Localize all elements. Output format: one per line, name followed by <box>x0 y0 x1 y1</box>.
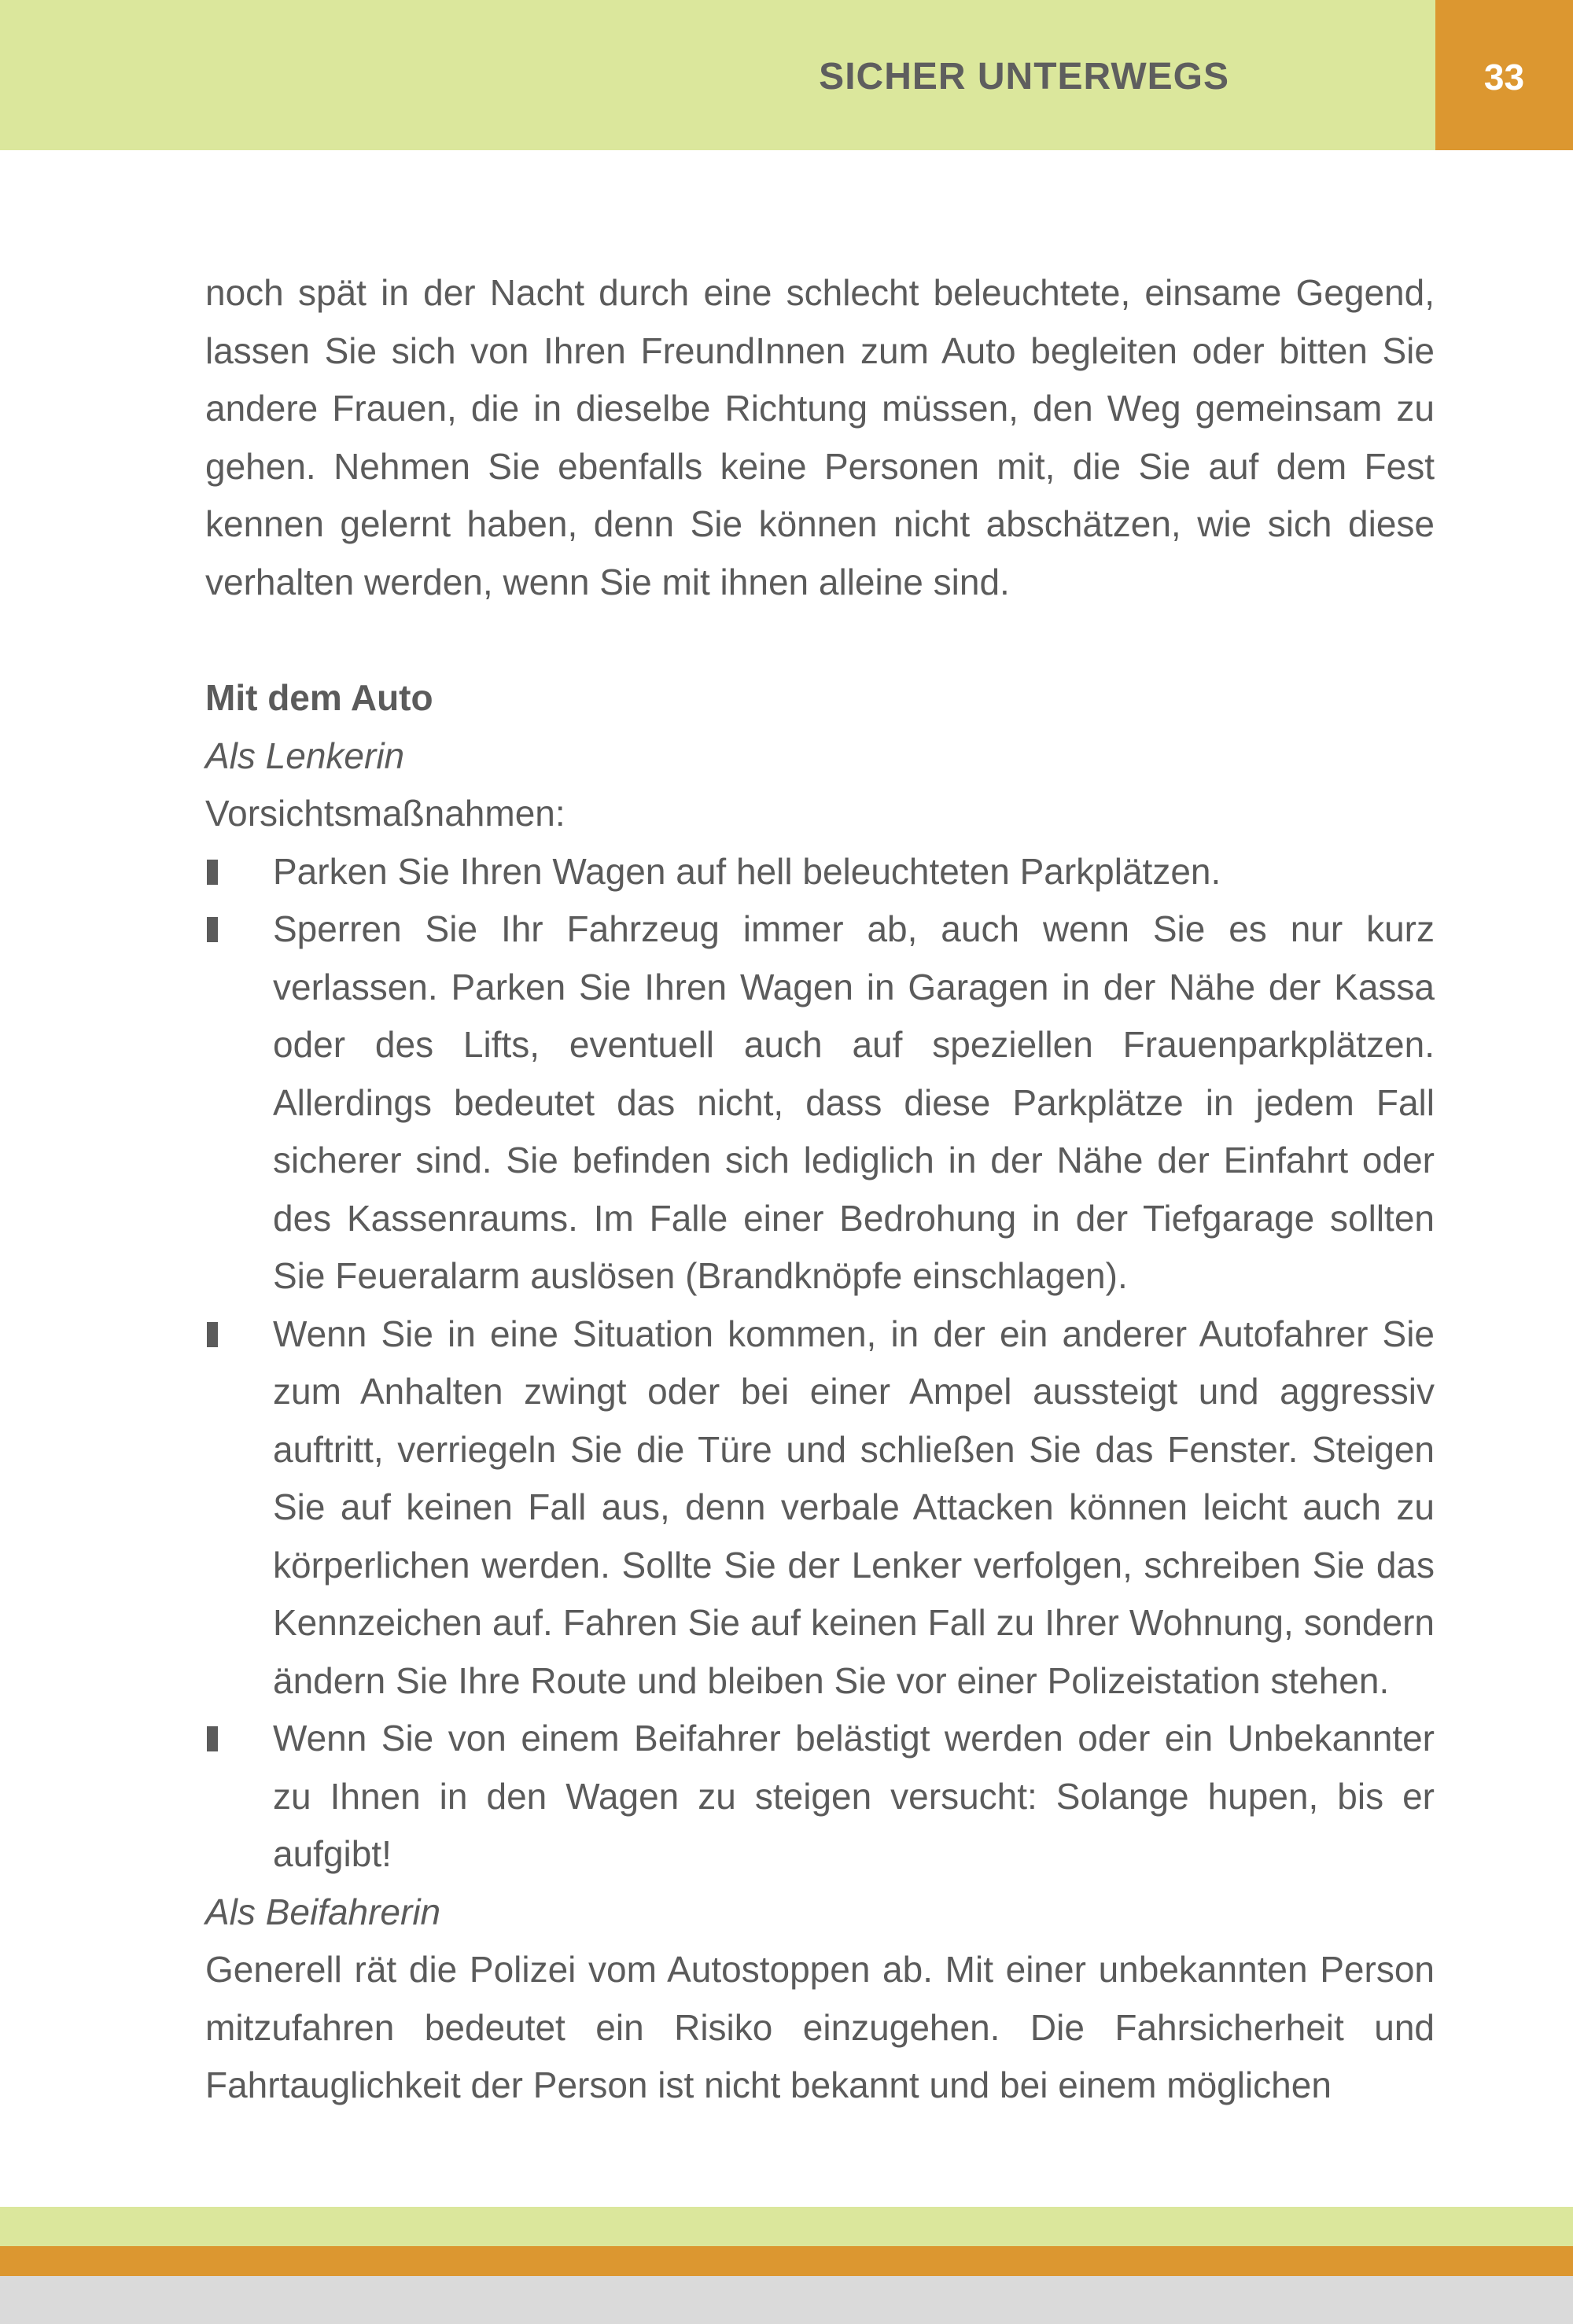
list-item <box>205 843 1435 901</box>
precautions-list <box>205 843 1435 1884</box>
bullet-marker <box>207 917 218 942</box>
section-heading: Mit dem Auto <box>205 677 433 718</box>
footer-band-green <box>0 2207 1573 2246</box>
list-item-text: Sperren Sie Ihr Fahrzeug immer ab, auch wenn Sie es nur kurz verlassen. Parken Sie Ihren Wagen in Garagen in der Nähe der Kassa oder des Lifts, eventuell auch auf speziellen Frauenparkplätzen. Allerdings bedeutet das nicht, dass diese Parkplätze in jedem Fall sicherer sind. Sie befinden sich lediglich in der Nähe der Einfahrt oder des Kassenraums. Im Falle einer Bedrohung in der Tiefgarage sollten Sie Feueralarm auslösen (Brandknöpfe einschlagen). <box>273 908 1435 1296</box>
subsection-heading-driver: Als Lenkerin <box>205 735 405 776</box>
header-band <box>0 0 1435 150</box>
running-header-title: SICHER UNTERWEGS <box>819 56 1229 98</box>
list-item-text: Parken Sie Ihren Wagen auf hell beleuchteten Parkplätzen. <box>273 850 1221 892</box>
list-item <box>205 1710 1435 1884</box>
intro-paragraph: noch spät in der Nacht durch eine schlecht beleuchtete, einsame Gegend, lassen Sie sich von Ihren FreundInnen zum Auto begleiten oder bitten Sie andere Frauen, die in dieselbe Richtung müssen, den Weg gemeinsam zu gehen. Nehmen Sie ebenfalls keine Personen mit, die Sie auf dem Fest kennen gelernt haben, denn Sie können nicht abschätzen, wie sich diese verhalten werden, wenn Sie mit ihnen alleine sind. <box>205 272 1435 602</box>
paragraph-spacer <box>205 611 1435 669</box>
footer-band-grey <box>0 2276 1573 2324</box>
bullet-marker <box>207 1322 218 1347</box>
list-item <box>205 901 1435 1306</box>
page-number: 33 <box>1483 57 1525 98</box>
bullet-marker <box>207 1726 218 1751</box>
list-item <box>205 1306 1435 1711</box>
subsection-heading-passenger: Als Beifahrerin <box>205 1891 441 1932</box>
page-number-box <box>1435 0 1573 150</box>
precautions-label: Vorsichtsmaßnahmen: <box>205 793 565 834</box>
page-body <box>205 264 1435 2115</box>
list-item-text: Wenn Sie in eine Situation kommen, in der ein anderer Autofahrer Sie zum Anhalten zwingt oder bei einer Ampel aussteigt und aggressiv auftritt, verriegeln Sie die Türe und schließen Sie das Fenster. Steigen Sie auf keinen Fall aus, denn verbale Attacken können leicht auch zu körperlichen werden. Sollte Sie der Lenker verfolgen, schreiben Sie das Kennzeichen auf. Fahren Sie auf keinen Fall zu Ihrer Wohnung, sondern ändern Sie Ihre Route und bleiben Sie vor einer Polizeistation stehen. <box>273 1313 1435 1701</box>
list-item-text: Wenn Sie von einem Beifahrer belästigt werden oder ein Unbekannter zu Ihnen in den Wagen zu steigen versucht: Solange hupen, bis er aufgibt! <box>273 1718 1435 1874</box>
passenger-paragraph: Generell rät die Polizei vom Autostoppen ab. Mit einer unbekannten Person mitzufahren bedeutet ein Risiko einzugehen. Die Fahrsicherheit und Fahrtauglichkeit der Person ist nicht bekannt und bei einem möglichen <box>205 1949 1435 2105</box>
footer-band-orange <box>0 2246 1573 2276</box>
bullet-marker <box>207 860 218 885</box>
